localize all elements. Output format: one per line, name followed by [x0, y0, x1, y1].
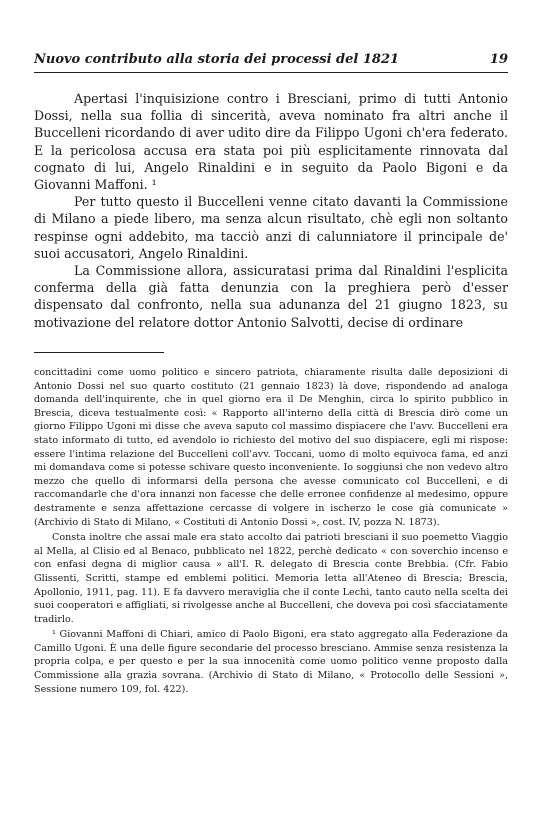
running-header [34, 52, 508, 67]
footnote-continuation: concittadini come uomo politico e sincero patriota, chiaramente risulta dalle deposizioni di Antonio Dossi nel suo quarto costituto (21 gennaio 1823) là dove, rispondendo ad analoga domanda dell'inquirente, che in quel giorno era il De Menghin, circa lo spirito pubblico in Brescia, diceva testualmente così: « Rapporto all'interno della città di Brescia dirò come un giorno Filippo Ugoni mi disse che aveva saputo col massimo dispiacere che l'avv. Buccelleni era stato informato di tutto, ed avendolo io richiesto del motivo del suo dispiacere, egli mi rispose: essere l'intima relazione del Buccelleni coll'avv. Toccani, uomo di molto equivoca fama, ed anzi mi domandava come si potesse schivare questo inconveniente. Io soggiunsi che non vedevo altro mezzo che quello di informarsi della persona che avesse comunicato col Buccelleni, e di raccomandarle che d'ora innanzi non facesse che delle erronee confidenze al medesimo, oppure destramente e senza affettazione cercasse di volgere in ischerzo le cose già comunicate » (Archivio di Stato di Milano, « Costituti di Antonio Dossi », cost. IV, pozza N. 1873). [34, 367, 508, 528]
header-rule [34, 72, 508, 73]
paragraph-2: Per tutto questo il Buccelleni venne citato davanti la Commissione di Milano a piede libero, ma senza alcun risultato, chè egli non soltanto respinse ogni addebito, ma tacciò anzi di calunniatore il principale de' suoi accusatori, Angelo Rinaldini. [34, 194, 508, 261]
paragraph-1: Apertasi l'inquisizione contro i Bresciani, primo di tutti Antonio Dossi, nella sua follia di sincerità, aveva nominato fra altri anche il Buccelleni ricordando di aver udito dire da Filippo Ugoni ch'era federato. E la pericolosa accusa era stata poi più esplicitamente rinnovata dal cognato di lui, Angelo Rinaldini e in seguito da Paolo Bigoni e da Giovanni Maffoni. ¹ [34, 91, 508, 193]
footnote-separator [34, 352, 164, 353]
footnote-paragraph: Consta inoltre che assai male era stato accolto dai patrioti bresciani il suo poemetto Viaggio al Mella, al Clisio ed al Benaco, pubblicato nel 1822, perchè dedicato « con soverchio incenso e con enfasi degna di miglior causa » all'I. R. delegato di Brescia conte Brebbia. (Cfr. Fabio Glissenti, Scritti, stampe ed emblemi politici. Memoria letta all'Ateneo di Brescia; Brescia, Apollonio, 1911, pag. 11). E fa davvero meraviglia che il conte Lechi, tanto cauto nella scelta dei suoi cooperatori e affigliati, si rivolgesse anche al Buccelleni, che doveva poi così sfacciatamente tradirlo. [34, 532, 508, 625]
running-title: Nuovo contributo alla storia dei processi del 1821 [34, 52, 400, 67]
footnotes [34, 366, 508, 696]
paragraph-3: La Commissione allora, assicuratasi prima dal Rinaldini l'esplicita conferma della già fatta denunzia con la preghiera però d'esser dispensato dal confronto, nella sua adunanza del 21 giugno 1823, su motivazione del relatore dottor Antonio Salvotti, decise di ordinare [34, 263, 508, 330]
main-text [34, 90, 508, 331]
footnote-1: ¹ Giovanni Maffoni di Chiari, amico di Paolo Bigoni, era stato aggregato alla Federazione da Camillo Ugoni. È una delle figure secondarie del processo bresciano. Ammise senza resistenza la propria colpa, e per questo e per la sua innocenità come uomo politico venne proposto dalla Commissione alla grazia sovrana. (Archivio di Stato di Milano, « Protocollo delle Sessioni », Sessione numero 109, fol. 422). [34, 629, 508, 695]
page-number: 19 [489, 52, 508, 67]
